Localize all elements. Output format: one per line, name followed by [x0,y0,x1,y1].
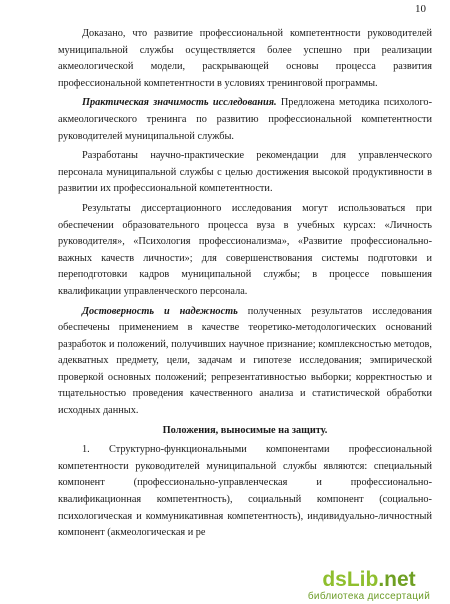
paragraph-reliability: Достоверность и надежность полученных результатов исследования обеспечены применением в качестве теоретико-методологических оснований разработок и положений, получивших научное признание; комплексностью методов, адекватных предмету, цели, задачам и гипотезе исследования; эмпирической проверкой основных положений; репрезентативностью выборки; корректностью и тщательностью проведения качественного анализа и статистической обработки исходных данных. [58,305,432,417]
paragraph-proof: Доказано, что развитие профессиональной компетентности руководителей муниципальной службы осуществляется более успешно при реализации акмеологической модели, раскрывающей основы процесса развития профессиональной компетентности в условиях тренинговой программы. [58,28,432,89]
document-body [58,26,432,545]
dslib-logo: dsLib.net [322,568,416,591]
page-number: 10 [415,3,426,15]
paragraph-results-usage: Результаты диссертационного исследования могут использоваться при обеспечении образовательного процесса вуза в учебных курсах: «Личность руководителя», «Психология профессионализма», «Развитие профессионально-важных качеств личности»; для совершенствования системы подготовки и переподготовки кадров муниципальной службы; в процессе повышения квалификации управленческого персонала. [58,202,432,297]
practical-significance-heading: Практическая значимость исследования. [82,97,277,109]
dslib-subtitle: библиотека диссертаций [307,591,431,602]
paragraph-provision-1: 1. Структурно-функциональными компонентами профессиональной компетентности руководителей муниципальной службы являются: специальный компонент (профессионально-управленческая и профессионально-квалификационная компетентность), социальный компонент (социально-психологическая и коммуникативная компетентность), индивидуально-личностный компонент (акмеологическая и ре [58,444,432,539]
defense-provisions-heading: Положения, выносимые на защиту. [162,424,328,436]
reliability-heading: Достоверность и надежность [82,305,238,317]
paragraph-practical-significance: Практическая значимость исследования. Предложена методика психолого-акмеологического тренинга по развитию профессиональной компетентности руководителей муниципальной службы. [58,97,432,142]
paragraph-recommendations: Разработаны научно-практические рекомендации для управленческого персонала муниципальной службы с целью достижения высокой продуктивности в развитии их профессиональной компетентности. [58,150,432,195]
dslib-watermark [294,569,444,602]
